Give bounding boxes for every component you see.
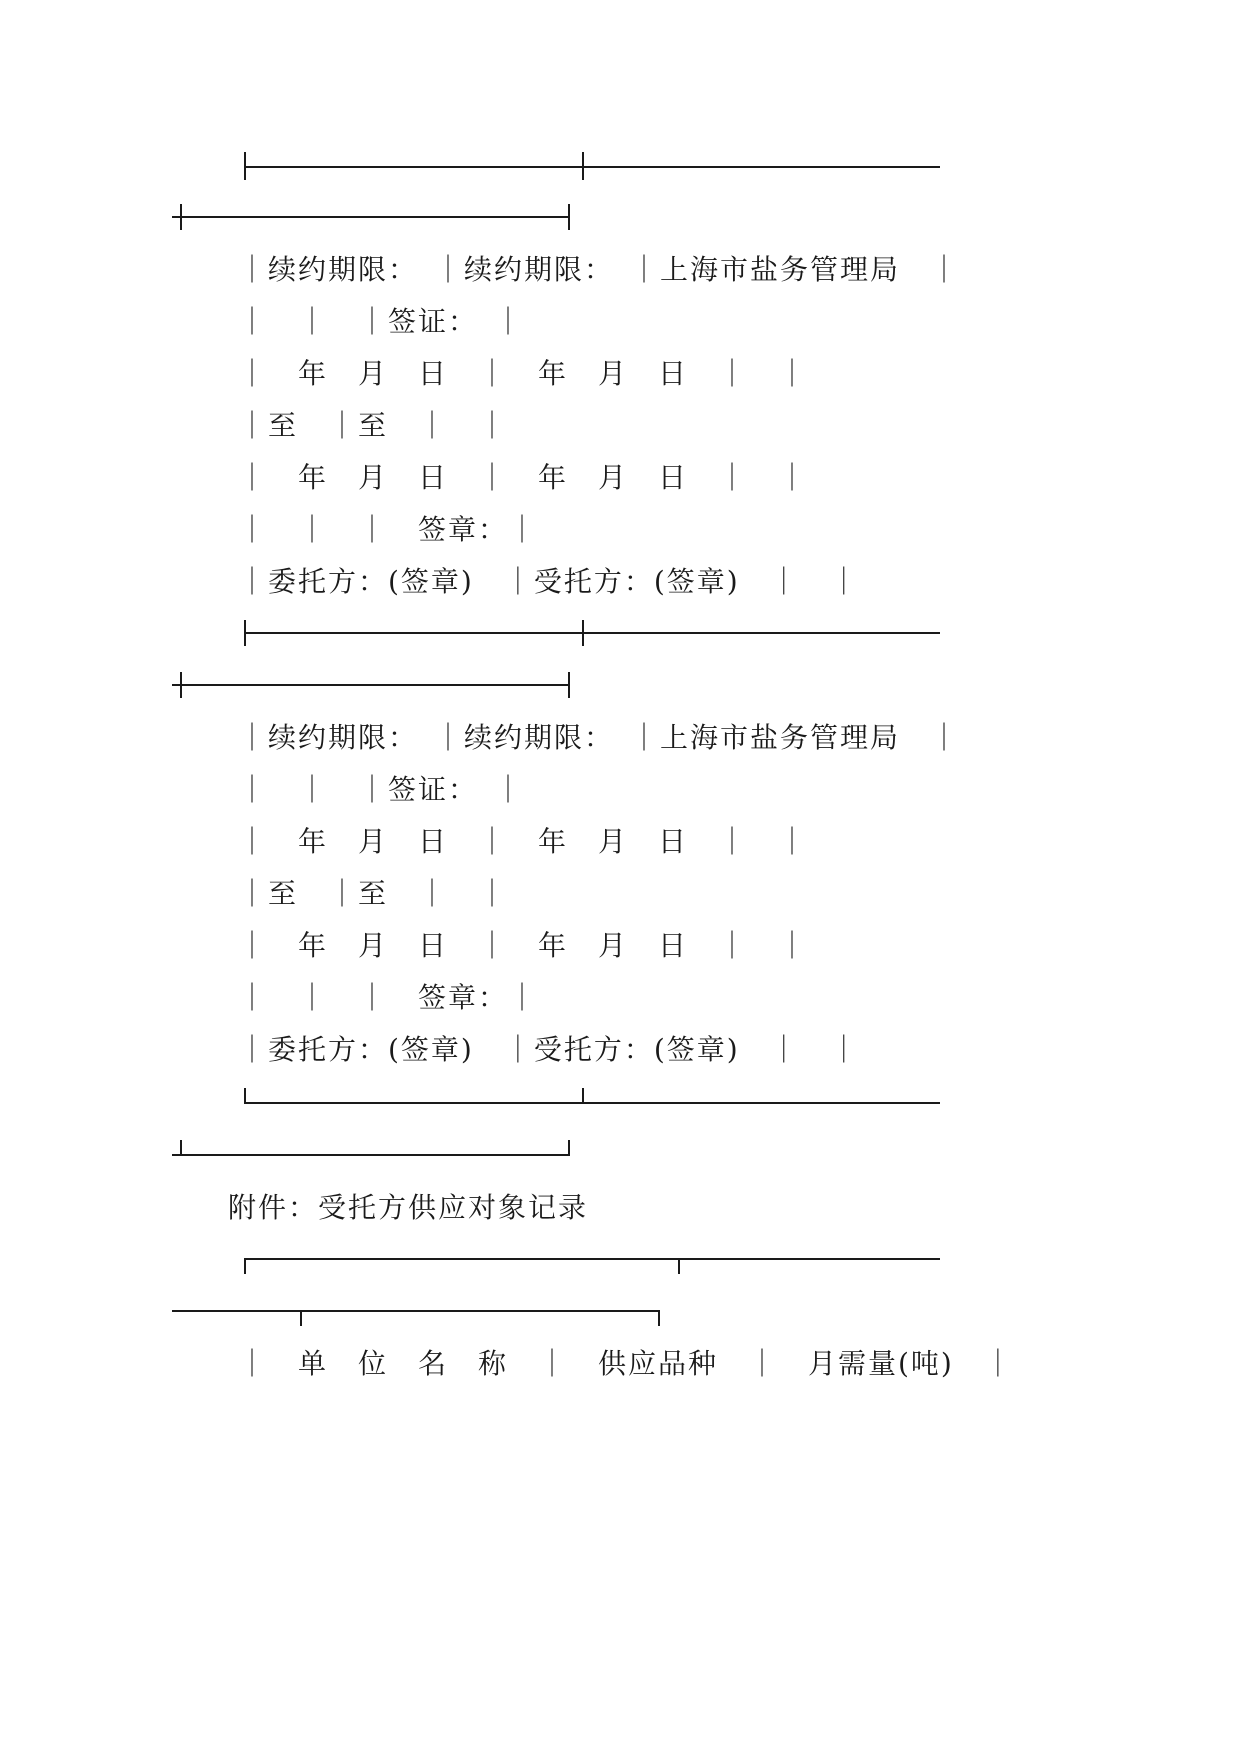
table-rule [172, 684, 570, 686]
table-rule [244, 166, 940, 168]
table-row: ｜ 年 月 日 ｜ 年 月 日 ｜ ｜ [238, 461, 809, 494]
table-row: ｜ ｜ ｜签证： ｜ [238, 305, 525, 338]
table-rule [300, 1310, 302, 1326]
table-row: ｜ 年 月 日 ｜ 年 月 日 ｜ ｜ [238, 825, 809, 858]
table-row: ｜ ｜ ｜签证： ｜ [238, 773, 525, 806]
table-row: ｜ 年 月 日 ｜ 年 月 日 ｜ ｜ [238, 929, 809, 962]
table-rule [180, 204, 182, 230]
table-rule [172, 216, 570, 218]
table-rule [568, 204, 570, 230]
table-row: ｜ 年 月 日 ｜ 年 月 日 ｜ ｜ [238, 357, 809, 390]
table-rule [244, 632, 940, 634]
attachment-title: 附件：受托方供应对象记录 [228, 1191, 589, 1224]
table-rule [244, 620, 246, 646]
table-rule [568, 1140, 570, 1156]
table-rule [582, 152, 584, 180]
table-rule [244, 1258, 246, 1274]
table-row: ｜至 ｜至 ｜ ｜ [238, 877, 509, 910]
table-rule [244, 1088, 246, 1104]
table-row: ｜ ｜ ｜ 签章：｜ [238, 513, 539, 546]
table-header-row: ｜ 单 位 名 称 ｜ 供应品种 ｜ 月需量(吨) ｜ [238, 1347, 1014, 1380]
table-rule [180, 672, 182, 698]
table-row: ｜ ｜ ｜ 签章：｜ [238, 981, 539, 1014]
table-rule [180, 1140, 182, 1156]
table-row: ｜委托方：(签章) ｜受托方：(签章) ｜ ｜ [238, 1033, 860, 1066]
table-rule [172, 1310, 660, 1312]
table-rule [568, 672, 570, 698]
table-row: ｜续约期限： ｜续约期限： ｜上海市盐务管理局 ｜ [238, 253, 961, 286]
table-rule [582, 1088, 584, 1104]
table-rule [172, 1154, 570, 1156]
table-rule [658, 1310, 660, 1326]
table-row: ｜委托方：(签章) ｜受托方：(签章) ｜ ｜ [238, 565, 860, 598]
table-row: ｜至 ｜至 ｜ ｜ [238, 409, 509, 442]
table-rule [244, 1258, 940, 1260]
table-rule [582, 620, 584, 646]
table-rule [244, 152, 246, 180]
table-rule [244, 1102, 940, 1104]
table-row: ｜续约期限： ｜续约期限： ｜上海市盐务管理局 ｜ [238, 721, 961, 754]
table-rule [678, 1258, 680, 1274]
